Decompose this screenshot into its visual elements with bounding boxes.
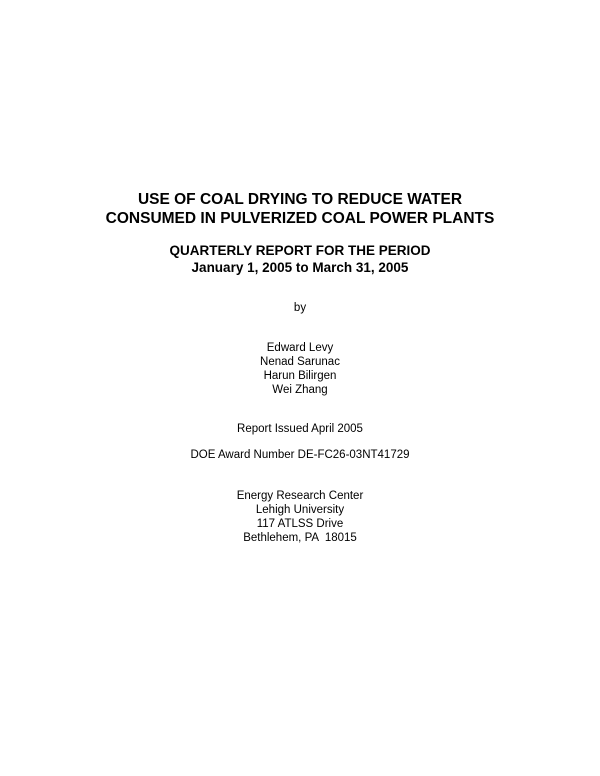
report-issued-date: Report Issued April 2005: [237, 423, 363, 435]
address-line: Energy Research Center: [236, 490, 364, 502]
doe-award-number: DOE Award Number DE-FC26-03NT41729: [190, 449, 410, 461]
author-name: Harun Bilirgen: [263, 370, 337, 382]
author-name: Wei Zhang: [272, 384, 328, 396]
address-line: Bethlehem, PA 18015: [243, 532, 357, 544]
author-name: Nenad Sarunac: [260, 356, 340, 368]
title-line-2: CONSUMED IN PULVERIZED COAL POWER PLANTS: [105, 210, 495, 227]
address-line: Lehigh University: [255, 504, 345, 516]
subtitle-line-1: QUARTERLY REPORT FOR THE PERIOD: [169, 243, 431, 258]
author-name: Edward Levy: [266, 342, 334, 354]
by-label: by: [293, 302, 307, 314]
address-line: 117 ATLSS Drive: [256, 518, 344, 530]
subtitle-line-2: January 1, 2005 to March 31, 2005: [191, 260, 409, 275]
title-line-1: USE OF COAL DRYING TO REDUCE WATER: [137, 191, 463, 208]
